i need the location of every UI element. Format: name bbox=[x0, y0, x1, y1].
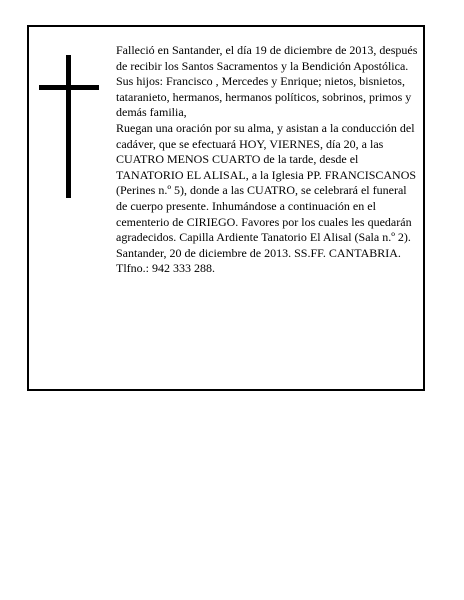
cross-vertical-bar bbox=[66, 55, 71, 198]
notice-text bbox=[116, 43, 418, 277]
cross-icon bbox=[39, 55, 99, 198]
notice-footer: Santander, 20 de diciembre de 2013. SS.FF. CANTABRIA. Tlfno.: 942 333 288. bbox=[116, 245, 401, 276]
funeral-details: Ruegan una oración por su alma, y asistan a la conducción del cadáver, que se efectuará HOY, VIERNES, día 20, a las CUATRO MENOS CUARTO de la tarde, desde el TANATORIO EL ALISAL, a la Iglesia PP. FRANCISCANOS (Perines n.º 5), donde a las CUATRO, se celebrará el funeral de cuerpo presente. Inhumándose a continuación en el cementerio de CIRIEGO. Favores por los cuales les quedarán agradecidos. Capilla Ardiente Tanatorio El Alisal (Sala n.º 2). bbox=[116, 120, 417, 245]
death-announcement: Falleció en Santander, el día 19 de diciembre de 2013, después de recibir los Santos Sacramentos y la Bendición Apostólica. bbox=[116, 43, 418, 73]
family-list: Sus hijos: Francisco , Mercedes y Enrique; nietos, bisnietos, tataranieto, hermanos, hermanos políticos, sobrinos, primos y demás familia, bbox=[116, 74, 412, 120]
cross-horizontal-bar bbox=[39, 85, 99, 90]
obituary-notice bbox=[27, 25, 425, 391]
